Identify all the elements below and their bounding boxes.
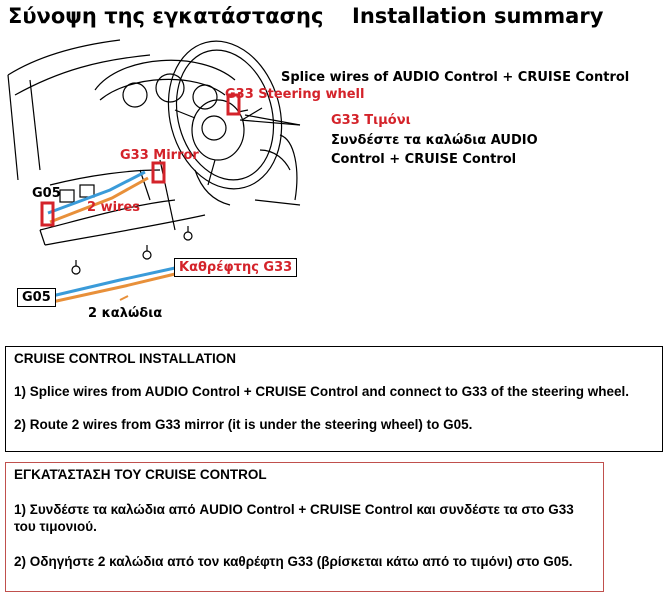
instructions-panel-greek [5, 462, 604, 592]
label-two-kalodia: 2 καλώδια [88, 306, 163, 321]
title-english: Installation summary [352, 4, 604, 28]
label-splice-gr-1: Συνδέστε τα καλώδια AUDIO [331, 133, 538, 148]
panel-gr-step2: 2) Οδηγήστε 2 καλώδια από τον καθρέφτη G33 (βρίσκεται κάτω από το τιμόνι) στο G05. [14, 554, 573, 569]
panel-gr-step1-line1: 1) Συνδέστε τα καλώδια από AUDIO Control + CRUISE Control και συνδέστε τα στο G33 [14, 502, 574, 517]
panel-en-step1: 1) Splice wires from AUDIO Control + CRUISE Control and connect to G33 of the steering wheel. [14, 384, 629, 399]
panel-en-step2: 2) Route 2 wires from G33 mirror (it is under the steering wheel) to G05. [14, 417, 473, 432]
label-g05-bottom: G05 [17, 288, 56, 307]
instructions-panel-english [5, 346, 663, 452]
panel-gr-step1-line2: του τιμονιού. [14, 519, 97, 534]
label-two-wires: 2 wires [87, 200, 141, 215]
label-splice-en: Splice wires of AUDIO Control + CRUISE Control [281, 70, 630, 85]
label-g33-mirror: G33 Mirror [120, 148, 199, 163]
title-greek: Σύνοψη της εγκατάστασης [8, 4, 324, 28]
label-g33-timoni: G33 Τιμόνι [331, 113, 411, 128]
label-g05-top: G05 [32, 186, 61, 201]
label-splice-gr-2: Control + CRUISE Control [331, 152, 517, 167]
label-kathreftis-g33: Καθρέφτης G33 [174, 258, 297, 277]
label-g33-steering: G33 Steering whell [225, 87, 365, 102]
panel-gr-heading: ΕΓΚΑΤΆΣΤΑΣΗ ΤΟΥ CRUISE CONTROL [14, 467, 267, 482]
panel-en-heading: CRUISE CONTROL INSTALLATION [14, 351, 236, 366]
